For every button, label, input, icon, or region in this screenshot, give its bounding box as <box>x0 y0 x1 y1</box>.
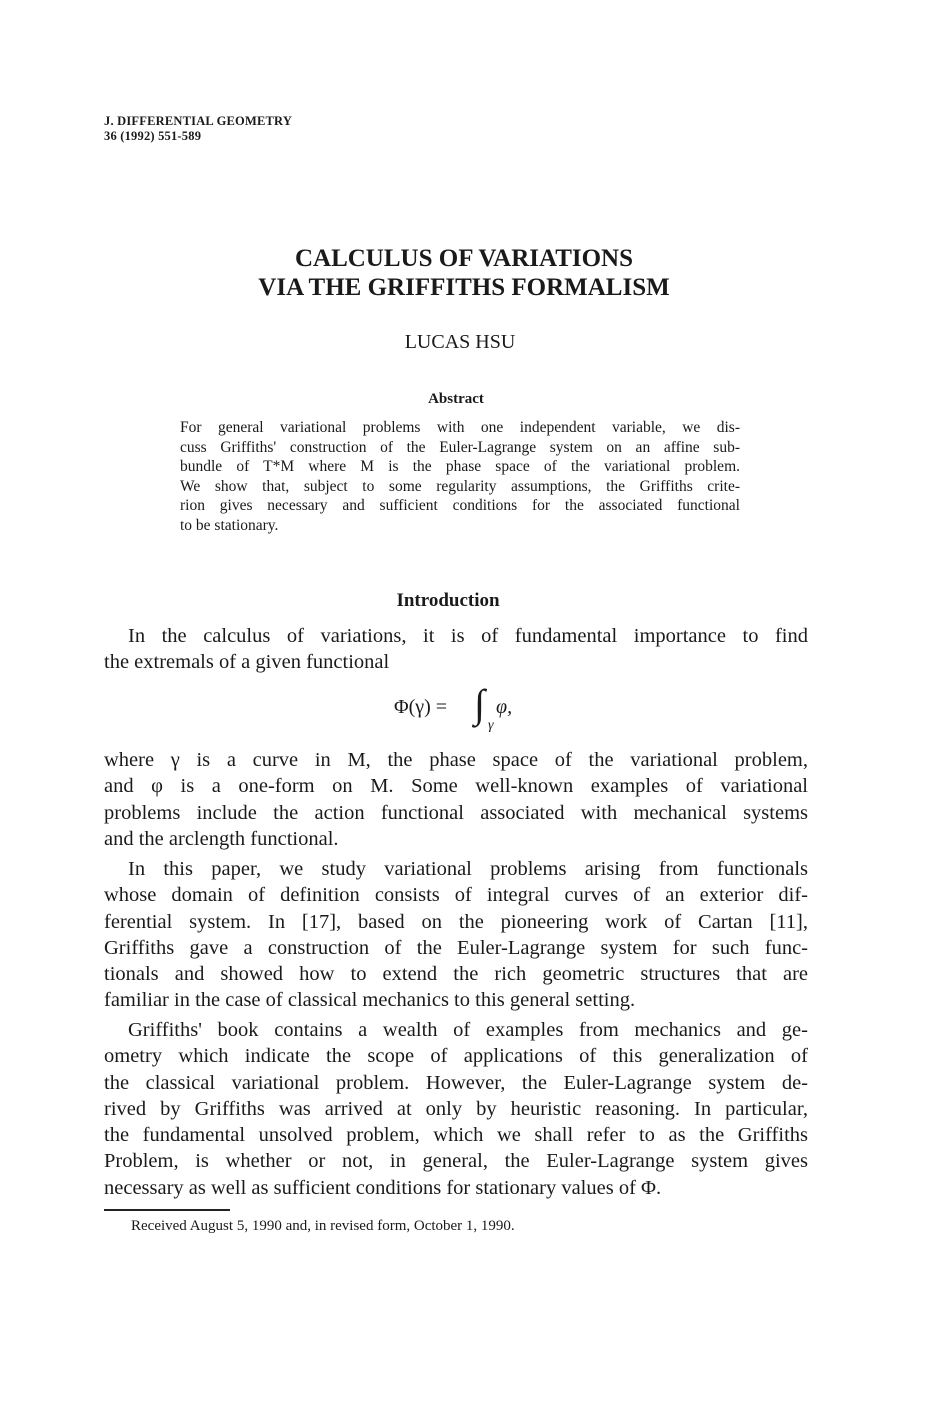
paper-title <box>0 244 944 302</box>
introduction-heading: Introduction <box>396 590 500 611</box>
intro-paragraph-1 <box>104 623 808 676</box>
integral-sign: ∫ <box>474 681 485 726</box>
intro-paragraph-2 <box>104 747 808 852</box>
intro-paragraph-3 <box>104 856 808 1014</box>
journal-header <box>104 114 292 144</box>
intro-paragraph-4 <box>104 1017 808 1201</box>
paragraph-line: and φ is a one-form on M. Some well-known examples of variational <box>104 775 808 798</box>
paragraph-line: the classical variational problem. However, the Euler-Lagrange system de- <box>104 1071 808 1094</box>
equation-lhs: Φ(γ) = <box>394 696 448 718</box>
received-footnote: Received August 5, 1990 and, in revised form, October 1, 1990. <box>131 1218 515 1234</box>
author-name: LUCAS HSU <box>404 331 516 353</box>
paragraph-line: Griffiths' book contains a wealth of examples from mechanics and ge- <box>128 1019 808 1041</box>
paragraph-line: where γ is a curve in M, the phase space of the variational problem, <box>104 749 808 771</box>
abstract-line: cuss Griffiths' construction of the Euler-Lagrange system on an affine sub- <box>180 438 740 456</box>
integral-subscript: γ <box>488 718 494 733</box>
paragraph-line: In the calculus of variations, it is of fundamental importance to find <box>128 625 808 647</box>
paragraph-line: ferential system. In [17], based on the pioneering work of Cartan [11], <box>104 910 808 933</box>
paragraph-line: rived by Griffiths was arrived at only by heuristic reasoning. In particular, <box>104 1097 808 1120</box>
paragraph-line: and the arclength functional. <box>104 827 339 850</box>
abstract-line: rion gives necessary and sufficient conditions for the associated functional <box>180 497 740 515</box>
footnote-rule <box>104 1209 230 1211</box>
paragraph-line: tionals and showed how to extend the rich geometric structures that are <box>104 963 808 986</box>
abstract-line: to be stationary. <box>180 516 279 534</box>
equation-rhs: φ, <box>496 696 513 718</box>
journal-name: J. DIFFERENTIAL GEOMETRY <box>104 114 293 128</box>
paragraph-line: familiar in the case of classical mechanics to this general setting. <box>104 989 636 1012</box>
paragraph-line: problems include the action functional associated with mechanical systems <box>104 801 808 824</box>
paragraph-line: Griffiths gave a construction of the Euler-Lagrange system for such func- <box>104 936 808 959</box>
paragraph-line: the fundamental unsolved problem, which we shall refer to as the Griffiths <box>104 1124 808 1147</box>
abstract-line: bundle of T*M where M is the phase space of the variational problem. <box>180 458 740 476</box>
abstract-line: For general variational problems with one independent variable, we dis- <box>180 419 740 436</box>
paragraph-line: ometry which indicate the scope of applications of this generalization of <box>104 1045 808 1068</box>
paragraph-line: Problem, is whether or not, in general, the Euler-Lagrange system gives <box>104 1150 808 1173</box>
journal-citation: 36 (1992) 551-589 <box>104 129 202 143</box>
title-line-1: CALCULUS OF VARIATIONS <box>294 245 634 272</box>
title-line-2: VIA THE GRIFFITHS FORMALISM <box>258 274 670 301</box>
paragraph-line: the extremals of a given functional <box>104 651 390 674</box>
abstract-body <box>180 418 740 536</box>
abstract-line: We show that, subject to some regularity assumptions, the Griffiths crite- <box>180 477 740 495</box>
abstract-heading: Abstract <box>428 391 484 407</box>
paragraph-line: necessary as well as sufficient conditions for stationary values of Φ. <box>104 1176 662 1199</box>
paragraph-line: whose domain of definition consists of integral curves of an exterior dif- <box>104 884 808 907</box>
paragraph-line: In this paper, we study variational problems arising from functionals <box>128 858 808 880</box>
